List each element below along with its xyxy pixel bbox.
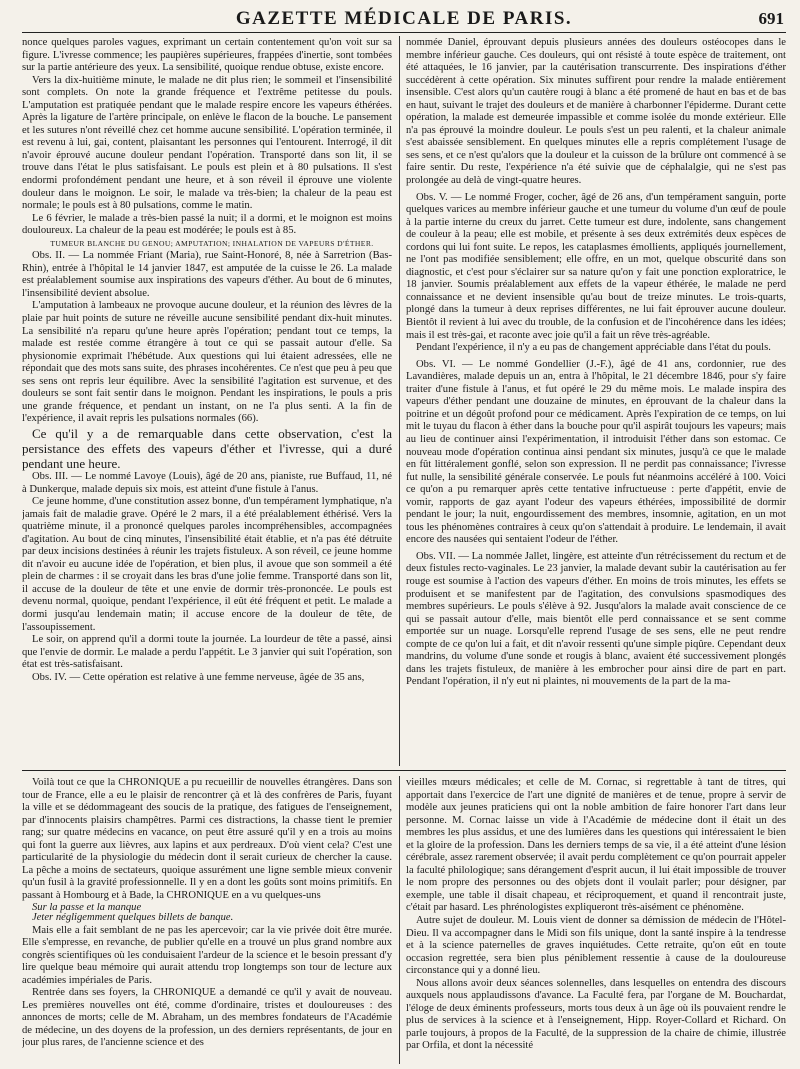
paragraph: Vers la dix-huitième minute, le malade ne dit plus rien; le sommeil et l'insensibilité sont complets. On note la grande fréquence et l'extrême petitesse du pouls. L'amputation est pratiquée pendant que le malade respire encore les vapeurs éthérées. Après la ligature de l'artère principale, on enlève le flacon de la bouche. Le pansement et les sutures n'ont réveillé chez cet homme aucune sensibilité. L'opération terminée, il est revenu à lui, gai, content, plaisantant les personnes qui l'entourent. Interrogé, il dit n'avoir éprouvé aucune douleur pendant l'opération. Transporté dans son lit, il se trouve dans l'état le plus satisfaisant. Le pouls est plein et à 80 pulsations. Il s'est endormi profondément pendant une heure, et à son réveil il éprouve une violente douleur dans le moignon. Le soir, le malade va très-bien; la chaleur de la peau est normale; le pouls est à 80 pulsations, comme le matin. [22,74,392,212]
paragraph: Obs. III. — Le nommé Lavoye (Louis), âgé de 20 ans, pianiste, rue Buffaud, 11, né à Dunkerque, malade depuis six mois, est atteint d'une fistule à l'anus. [22,470,392,495]
paragraph: Voilà tout ce que la CHRONIQUE a pu recueillir de nouvelles étrangères. Dans son tour de France, elle a eu le plaisir de rencontrer çà et là des confrères de Paris, fuyant la ville et se dédommageant des soucis de la pratique, des fatigues de l'enseignement, par d'innocents plaisirs champêtres. Parmi ces distractions, la chasse tient le premier rang; sur quatre médecins en vacance, on peut être assuré qu'il y en a trois au moins qui font la guerre aux lièvres, aux lapins et aux perdreaux. D'où vient cela? C'est une particularité de la physiologie du médecin dont il serait curieux de chercher la cause. La pêche a moins de sectateurs, quoique assurément une ligne semble mieux convenir qu'un fusil à la gravité professionnelle. Il y en a dont les goûts sont moins primitifs. En passant à Hombourg et à Bade, la CHRONIQUE en a vu quelques-uns [22,777,392,901]
column-divider-top [399,36,400,766]
column-top-left [22,37,392,767]
verse-line: Jeter négligemment quelques billets de banque. [32,912,234,924]
section-subheading: TUMEUR BLANCHE DU GENOU; AMPUTATION; INHALATION DE VAPEURS D'ÉTHER. [50,238,374,248]
paragraph: Obs. VI. — Le nommé Gondellier (J.-F.), âgé de 41 ans, cordonnier, rue des Lavandières, malade depuis un an, entra à l'hôpital, le 21 décembre 1846, pour s'y faire traiter d'une fistule à l'anus, et fut opéré le 29 du même mois. Le malade inspira des vapeurs d'éther pendant une douzaine de minutes, en éprouvant de la chaleur dans la poitrine et un dégoût profond pour ce médicament. Après l'expiration de ce temps, on lui mit le tuyau du flacon à éther dans la bouche pour qu'il aspirât toujours les vapeurs; mais au lieu de continuer ainsi l'expérimentation, il introduisit l'éther dans son estomac. Ce nouveau mode d'opération continua ainsi pendant six minutes, jusqu'à ce que le malade en fût littéralement gonflé, selon son expression. Il ne perdit pas connaissance; l'ivresse fut nulle, la sensibilité générale conservée. Le pouls fut néanmoins accéléré à 100. Voici ce qu'on a pu remarquer après cette tentative infructueuse : perte d'appétit, envie de vomir, rapports de gaz ayant l'odeur des vapeurs éthérées, impossibilité de dormir pendant le jour; la nuit, engourdissement des membres, insomnie, agitation, en un mot tous les phénomènes contraires à ceux qu'on s'attendait à produire. Le lendemain, il avait encore des nausées qui sentaient l'odeur de l'éther. [406,358,786,546]
column-divider-bottom [399,776,400,1064]
header-rule [22,32,786,33]
column-bottom-right [406,777,786,1065]
paragraph: Pendant l'expérience, il n'y a eu pas de changement appréciable dans l'état du pouls. [416,342,771,354]
paragraph: vieilles mœurs médicales; et celle de M. Cornac, si regrettable à tant de titres, qui apportait dans l'exercice de l'art une dignité de manières et de tenue, propre à servir de modèle aux jeunes praticiens qui ont la noble ambition de faire honorer l'art dans leur personne. M. Cornac laisse un vide à l'Académie de médecine dont il était un des membres les plus assidus, et une des lumières dans les questions qui intéressaient le bien et la gloire de la profession. Dans les derniers temps de sa vie, il a été atteint d'une lésion cérébrale, assez rarement observée; il avait perdu complètement ce qu'on pourrait appeler la faculté philologique; sans dérangement d'esprit aucun, il lui était impossible de trouver le nom propre des personnes ou des objets dont il voulait parler; pour désigner, par exemple, une table il disait chapeau, et réciproquement, et quand il rencontrait juste, c'était par hasard. Les phrénologistes expliqueront très-aisément ce phénomène. [406,777,786,914]
paragraph: Rentrée dans ses foyers, la CHRONIQUE a demandé ce qu'il y avait de nouveau. Les premières nouvelles ont été, comme d'ordinaire, tristes et douloureuses : des annonces de morts; celle de M. Abraham, un des membres fondateurs de l'Académie de médecine, un des doyens de la profession, un des derniers représentants, de jour en jour plus rares, de l'ancienne science et des [22,987,392,1049]
column-top-right [406,37,786,767]
paragraph: Obs. II. — La nommée Friant (Maria), rue Saint-Honoré, 8, née à Sarretrion (Bas-Rhin), entrée à l'hôpital le 14 janvier 1847, est amputée de la cuisse le 26. La malade est préalablement soumise aux inspirations des vapeurs d'éther. Au bout de 6 minutes, l'insensibilité devient absolue. [22,250,392,299]
paragraph: Obs. VII. — La nommée Jallet, lingère, est atteinte d'un rétrécissement du rectum et de deux fistules recto-vaginales. Le 23 janvier, la malade devant subir la cautérisation au fer rouge est soumise à l'action des vapeurs d'éther. En moins de trois minutes, les effets se produisent et se manifestent par de l'agitation, des convulsions spasmodiques des membres supérieurs. Le pouls s'élève à 92. Jusqu'alors la malade avait conscience de ce qui se passait autour d'elle, mais bientôt elle perd connaissance et se sent comme emportée sur un nuage. Lorsqu'elle reprend l'usage de ses sens, elle ne peut rendre compte de ce qu'on lui a fait, et dit n'avoir ressenti qu'une simple piqûre. Cependant deux mandrins, du volume d'une sonde et rougis à blanc, avaient été successivement plongés dans les trajets fistuleux, de manière à les embrocher pour ainsi dire de part en part. Pendant l'opération, il n'y eut ni plaintes, ni mouvements de la part de la ma- [406,550,786,688]
paragraph: Le 6 février, le malade a très-bien passé la nuit; il a dormi, et le moignon est moins douloureux. La chaleur de la peau est modérée; le pouls est à 85. [22,212,392,237]
page-number: 691 [758,9,784,28]
page-header [22,8,786,30]
paragraph: Le soir, on apprend qu'il a dormi toute la journée. La lourdeur de tête a passé, ainsi que l'envie de dormir. Le malade a perdu l'appétit. Le 3 janvier qui suit l'opération, son état est très-satisfaisant. [22,634,392,671]
journal-title: GAZETTE MÉDICALE DE PARIS. [235,8,573,29]
paragraph: Ce jeune homme, d'une constitution assez bonne, d'un tempérament lymphatique, n'a jamais fait de maladie grave. Opéré le 2 mars, il a été préalablement éthérisé. Vers la quatrième minute, il a prononcé quelques paroles incompréhensibles, accompagnées d'agitation. Au bout de cinq minutes, l'insensibilité était établie, et n'a pas été détruite par deux incisions destinées à réunir les trajets fistuleux. A son réveil, ce jeune homme dit n'avoir eu aucune idée de l'opération, et bien plus, il avoue que son sommeil a été plein de charmes : il se croyait dans les bras d'une jolie femme. Transporté dans son lit, il accuse de la douleur de tête et une envie de dormir très-prononcée. Le pouls est devenu normal, quoique, pendant l'expérience, il eût été fréquent et petit. Le malade a dormi jusqu'au lendemain matin; il accuse encore de la douleur de tête, de l'assoupissement. [22,496,392,633]
highlighted-remark: Ce qu'il y a de remarquable dans cette observation, c'est la persistance des effets des vapeurs d'éther et l'ivresse, qui a duré pendant une heure. [22,425,392,471]
paragraph: nommée Daniel, éprouvant depuis plusieurs années des douleurs ostéocopes dans le membre inférieur gauche. Ces douleurs, qui ont résisté à toute espèce de traitement, ont été attaquées, le 16 janvier, par la cautérisation transcurrente. Des inspirations d'éther succédèrent à cette opération. Six minutes suffirent pour rendre la malade entièrement insensible. C'est alors qu'un cautère rougi à blanc a été promené de haut en bas et de bas en haut, suivant le trajet des douleurs et de manière à charbonner l'épiderme. Durant cette opération, la malade est demeurée impassible et comme isolée du monde extérieur. Elle n'a pas éprouvé la moindre douleur. Le pouls s'est un peu ralenti, et la chaleur animale s'est abaissée sensiblement. En quelques minutes elle a repris complétement l'usage de ses sens, et ce n'est qu'alors que la douleur et la cuisson de la brûlure ont commencé à se faire sentir. Du reste, l'expérience n'a été suivie que de céphalalgie, qui ne s'est pas prolongée au delà de vingt-quatre heures. [406,37,786,187]
paragraph: Obs. V. — Le nommé Froger, cocher, âgé de 26 ans, d'un tempérament sanguin, porte quelques varices au membre inférieur gauche et une tumeur du volume d'un œuf de poule à la partie interne du creux du jarret. Cette tumeur est dure, indolente, sans changement de couleur à la peau; elle est mobile, et présente à ses deux extrémités deux espèces de cordons qui lui font suite. Le repos, les cataplasmes émollients, appliqués journellement, ne l'ont pas modifiée sensiblement; elle offre, en un mot, quelque obscurité dans son diagnostic, et c'est pour s'éclairer sur sa nature qu'on y fait une ponction exploratrice, le 18 janvier. Soumis préalablement aux effets de la vapeur éthérée, le malade ne perd connaissance et ne devient insensible qu'au bout de treize minutes. Le trois-quarts, plongé dans la tumeur à deux reprises différentes, ne lui fait éprouver aucune douleur. Bientôt il revient à lui avec du trouble, de la confusion et de l'incohérence dans les idées; mais il est très-gai, et raconte avec joie qu'il a fait un rêve très-agréable. [406,191,786,341]
paragraph: nonce quelques paroles vagues, exprimant un certain contentement qu'on voit sur sa figure. L'ivresse commence; les paupières supérieures, frappées d'inertie, sont tombées sur la partie antérieure des yeux. La sensibilité, quoique rendue obtuse, existe encore. [22,37,392,74]
verse-line: Sur la passe et la manque [32,902,142,914]
paragraph: Mais elle a fait semblant de ne pas les apercevoir; car la vie privée doit être murée. Elle s'empresse, en revanche, de publier qu'elle en a trouvé un plus grand nombre aux congrès scientifiques où les conduisaient l'ardeur de la science et le besoin pressant d'y lire quelque beau mémoire qui aurait attendu trop longtemps son tour de lecture aux académies impériales de Paris. [22,924,392,986]
paragraph: Obs. IV. — Cette opération est relative à une femme nerveuse, âgée de 35 ans, [32,671,365,683]
paragraph: Nous allons avoir deux séances solennelles, dans lesquelles on entendra des discours auxquels nous applaudissons d'avance. La Faculté fera, par l'organe de M. Bouchardat, l'éloge de deux éminents professeurs, morts tous deux à un âge où ils pouvaient rendre le plus de services à la science et à l'enseignement, Hipp. Royer-Collard et Richard. On parle toujours, à propos de la Faculté, de la suppression de la chaire de chimie, illustrée par Orfila, et dont la nécessité [406,977,786,1052]
column-bottom-left [22,777,392,1065]
section-divider [22,770,786,771]
paragraph: L'amputation à lambeaux ne provoque aucune douleur, et la réunion des lèvres de la plaie par huit points de suture ne réveille aucune sensibilité pendant dix-huit minutes. La sensibilité n'a reparu qu'une heure après l'opération; pendant tout ce temps, la malade est restée comme étrangère à tout ce qui se passait autour d'elle. Sa physionomie exprimait l'hébétude. Aux questions qui lui étaient adressées, elle ne répondait que des mots sans suite, des phrases incohérentes. Ce n'est que peu à peu que ses sens ont repris leur équilibre. Avec la sensibilité l'agitation est survenue, et des douleurs se sont fait sentir dans le moignon. Pendant les inspirations, le pouls a pris une grande fréquence, et pendant un instant, on ne l'a plus senti. A la fin de l'expérience, il avait repris les pulsations normales (66). [22,300,392,425]
paragraph: Autre sujet de douleur. M. Louis vient de donner sa démission de médecin de l'Hôtel-Dieu. Il va accompagner dans le Midi son fils unique, dont la santé inspire à la tendresse et à la science paternelles de graves inquiétudes. Cette retraite, qu'on eût en toute occasion regrettée, sera bien plus péniblement ressentie à cause de la douloureuse circonstance qui y a donné lieu. [406,915,786,977]
